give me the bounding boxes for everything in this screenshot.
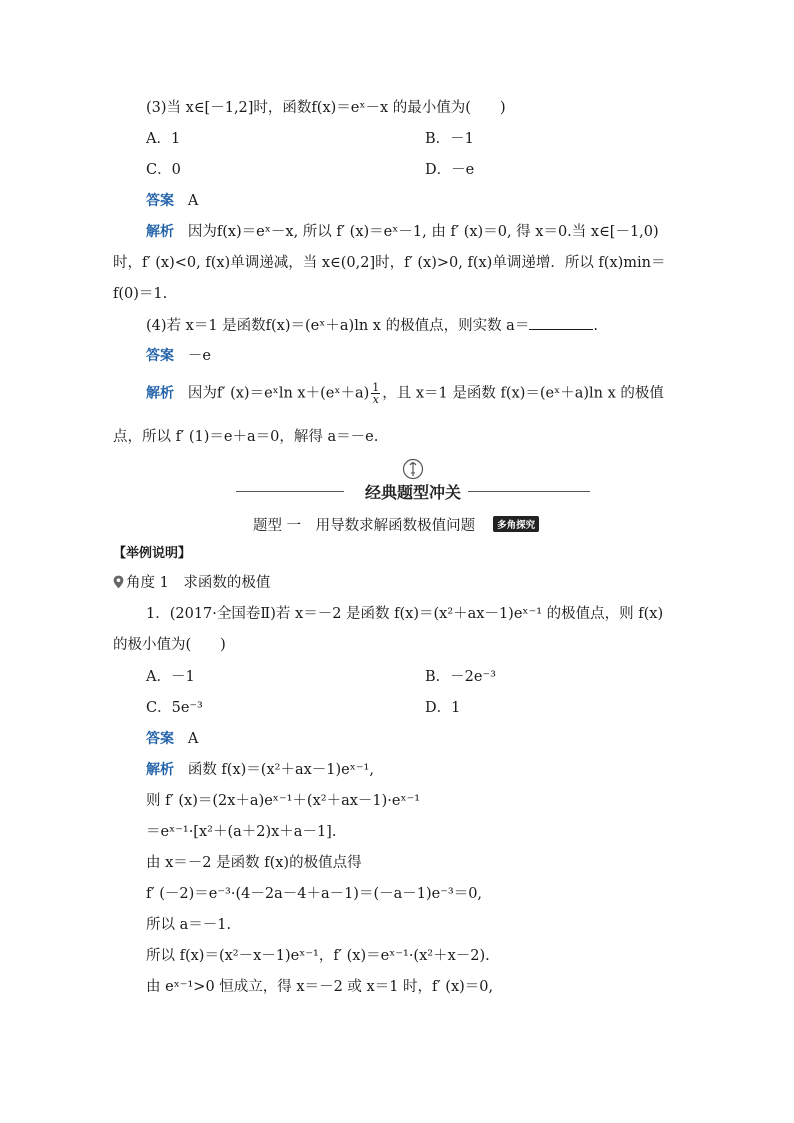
section-subtitle: 题型 一 用导数求解函数极值问题 多角探究 — [253, 514, 539, 535]
fraction-one-over-x: $\frac{1}{x}$ — [372, 381, 380, 406]
angle-heading: 角度 1 求函数的极值 — [113, 573, 270, 593]
location-pin-icon — [113, 575, 124, 589]
section-title: 经典题型冲关 — [364, 483, 461, 502]
ex1-option-b: B．－2e⁻³ — [425, 669, 496, 685]
answer-label: 答案 — [146, 193, 174, 209]
analysis-label: 解析 — [146, 385, 174, 402]
answer-value: －e — [187, 348, 211, 364]
ex1-option-c: C．5e⁻³ — [146, 700, 203, 716]
ex1-stem-line1: 1．(2017·全国卷Ⅱ)若 x＝－2 是函数 f(x)＝(x²＋ax－1)eˣ⁻¹ 的极值点，则 f(x) — [146, 606, 664, 622]
ex1-stem-line2: 的极小值为( ) — [113, 637, 226, 653]
ex1-answer — [146, 729, 198, 749]
ex1-analysis-line7: 所以 f(x)＝(x²－x－1)eˣ⁻¹，f′ (x)＝eˣ⁻¹·(x²＋x－2). — [146, 948, 490, 964]
q3-option-d: D．－e — [425, 162, 475, 178]
q4-stem: (4)若 x＝1 是函数f(x)＝(eˣ＋a)ln x 的极值点，则实数 a＝ . — [146, 315, 598, 336]
medal-icon — [402, 458, 424, 480]
ex1-option-d: D．1 — [425, 700, 461, 716]
ex1-option-a: A．－1 — [146, 669, 195, 685]
section-banner — [236, 478, 590, 506]
answer-value: A — [187, 193, 199, 209]
ex1-analysis-line6: 所以 a＝－1. — [146, 917, 232, 933]
q4-analysis-line1: 解析 因为f′ (x)＝eˣln x＋(eˣ＋a) $\frac{1}{x}$ ，且 x＝1 是函数 f(x)＝(eˣ＋a)ln x 的极值 — [146, 381, 664, 406]
answer-blank — [529, 315, 593, 330]
q4-answer — [146, 346, 211, 366]
ex1-analysis-line1: 解析 函数 f(x)＝(x²＋ax－1)eˣ⁻¹, — [146, 762, 374, 778]
ex1-analysis-line2: 则 f′ (x)＝(2x＋a)eˣ⁻¹＋(x²＋ax－1)·eˣ⁻¹ — [146, 793, 421, 809]
ex1-analysis-line5: f′ (－2)＝e⁻³·(4－2a－4＋a－1)＝(－a－1)e⁻³＝0, — [146, 886, 483, 902]
q3-analysis-line2: 时，f′ (x)<0, f(x)单调递减，当 x∈(0,2]时，f′ (x)>0, f(x)单调递增．所以 f(x)min＝ — [113, 255, 666, 271]
answer-value: A — [187, 731, 199, 747]
answer-label: 答案 — [146, 348, 174, 364]
q3-option-a: A．1 — [146, 131, 181, 147]
ex1-analysis-line3: ＝eˣ⁻¹·[x²＋(a＋2)x＋a－1]. — [146, 824, 337, 840]
q3-stem: (3)当 x∈[－1,2]时，函数f(x)＝eˣ－x 的最小值为( ) — [146, 100, 506, 116]
q3-option-b: B．－1 — [425, 131, 474, 147]
q3-answer — [146, 191, 198, 211]
q3-analysis-line3: f(0)＝1. — [113, 286, 168, 302]
q4-analysis-line2: 点，所以 f′ (1)＝e＋a＝0，解得 a＝－e. — [113, 429, 379, 445]
ex1-analysis-line8: 由 eˣ⁻¹>0 恒成立，得 x＝－2 或 x＝1 时，f′ (x)＝0, — [146, 979, 494, 995]
q3-option-c: C．0 — [146, 162, 181, 178]
q3-analysis-line1: 解析 因为f(x)＝eˣ－x, 所以 f′ (x)＝eˣ－1, 由 f′ (x)＝0, 得 x＝0.当 x∈[－1,0) — [146, 224, 659, 240]
ex1-analysis-line4: 由 x＝－2 是函数 f(x)的极值点得 — [146, 855, 362, 871]
badge-multi-angle: 多角探究 — [493, 516, 539, 532]
answer-label: 答案 — [146, 731, 174, 747]
analysis-label: 解析 — [146, 224, 174, 240]
analysis-label: 解析 — [146, 762, 174, 778]
example-label: 【举例说明】 — [113, 546, 192, 561]
